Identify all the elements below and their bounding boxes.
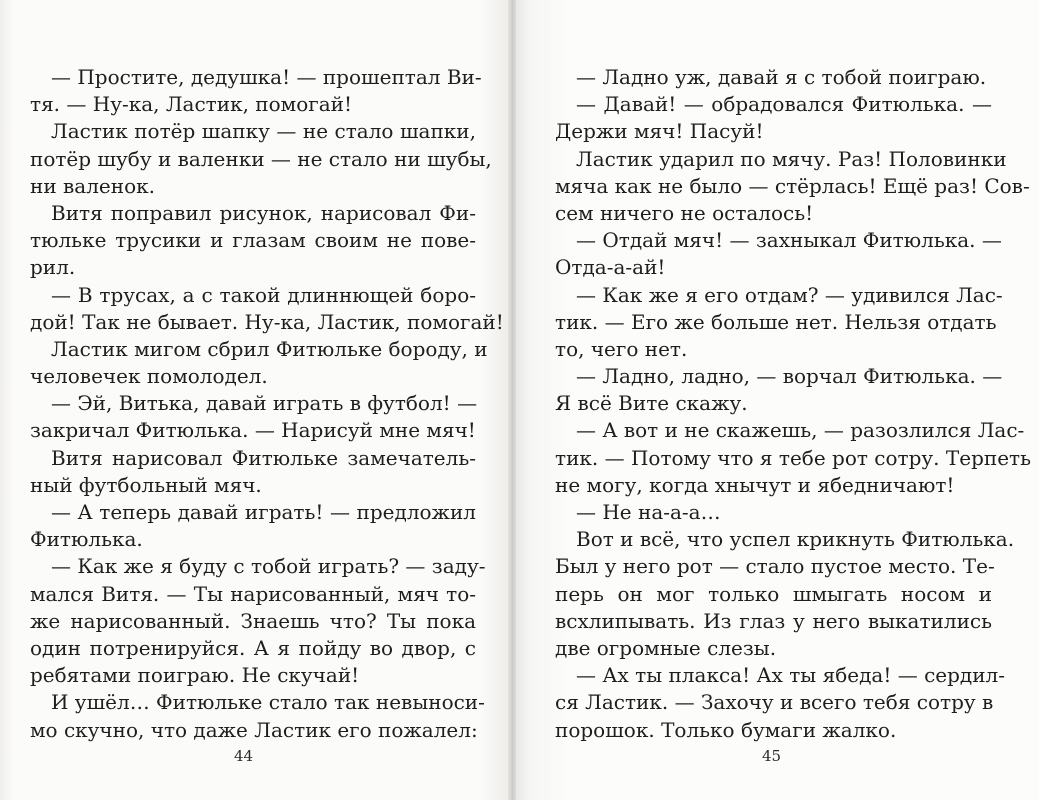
text-line: дой! Так не бывает. Ну-ка, Ластик, помогай! <box>30 309 504 334</box>
text-line: тик. — Его же больше нет. Нельзя отдать <box>555 309 997 334</box>
text-line: потёр шубу и валенки — не стало ни шубы, <box>30 146 492 171</box>
text-line: — Простите, дедушка! — прошептал Ви- <box>51 65 482 89</box>
text-line: ный футбольный мяч. <box>30 472 262 497</box>
text-line: — А теперь давай играть! — предложил <box>51 500 476 524</box>
page-number-left: 44 <box>234 747 254 765</box>
text-line: всхлипывать. Из глаз у него выкатились <box>555 608 992 633</box>
text-line: — Ах ты плакса! Ах ты ябеда! — сердил- <box>576 663 1006 688</box>
text-line: рил. <box>30 255 76 280</box>
text-line: перь он мог только шмыгать носом и <box>555 581 992 606</box>
text-line: Ластик мигом сбрил Фитюльке бороду, и <box>51 336 488 361</box>
text-line: Я всё Вите скажу. <box>555 391 748 416</box>
text-line: И ушёл… Фитюльке стало так невыноси- <box>51 690 485 715</box>
text-line: Отда-а-ай! <box>555 255 666 280</box>
text-line: сем ничего не осталось! <box>555 200 814 225</box>
text-line: Фитюлька. <box>30 527 143 552</box>
text-line: две огромные слезы. <box>555 635 777 660</box>
text-line: — А вот и не скажешь, — разозлился Лас- <box>576 418 1025 443</box>
text-line: мался Витя. — Ты нарисованный, мяч то- <box>30 581 476 606</box>
right-page-text <box>555 64 1031 744</box>
text-line: не могу, когда хнычут и ябедничают! <box>555 472 955 497</box>
text-line: человечек помолодел. <box>30 364 268 389</box>
text-line: Вот и всё, что успел крикнуть Фитюлька. <box>576 527 1015 552</box>
text-line: один потренируйся. А я пойду во двор, с <box>30 635 476 660</box>
text-line: мо скучно, что даже Ластик его пожалел: <box>30 717 478 742</box>
text-line: тик. — Потому что я тебе рот сотру. Терпеть <box>555 445 1031 470</box>
page-number-right: 45 <box>762 747 782 765</box>
text-line: — Ладно, ладно, — ворчал Фитюлька. — <box>576 364 1003 389</box>
text-line: Был у него рот — стало пустое место. Те- <box>555 554 995 579</box>
book-gutter <box>508 0 516 800</box>
text-line: Ластик ударил по мячу. Раз! Половинки <box>576 146 1007 171</box>
text-line: мяча как не было — стёрлась! Ещё раз! Сов- <box>555 173 1030 198</box>
text-line: ребятами поиграю. Не скучай! <box>30 663 360 688</box>
text-line: то, чего нет. <box>555 336 688 361</box>
text-line: — В трусах, а с такой длиннющей боро- <box>51 282 476 307</box>
text-line: Витя поправил рисунок, нарисовал Фи- <box>51 200 476 225</box>
text-line: — Отдай мяч! — захныкал Фитюлька. — <box>576 228 1002 253</box>
text-line: Держи мяч! Пасуй! <box>555 119 764 144</box>
text-line: — Эй, Витька, давай играть в футбол! — <box>51 391 478 416</box>
text-line: — Как же я его отдам? — удивился Лас- <box>576 282 1003 307</box>
text-line: — Ладно уж, давай я с тобой поиграю. <box>576 65 987 89</box>
text-line: Ластик потёр шапку — не стало шапки, <box>51 119 476 144</box>
text-line: ни валенок. <box>30 173 155 198</box>
text-line: — Как же я буду с тобой играть? — заду- <box>51 554 486 579</box>
text-line: — Не на-а-а… <box>576 500 721 524</box>
text-line: же нарисованный. Знаешь что? Ты пока <box>30 608 476 633</box>
left-page-text <box>30 64 504 744</box>
text-line: ся Ластик. — Захочу и всего тебя сотру в <box>555 690 994 715</box>
text-line: Витя нарисовал Фитюльке замечатель- <box>51 445 476 470</box>
text-line: тя. — Ну-ка, Ластик, помогай! <box>30 92 353 117</box>
text-line: тюльке трусики и глазам своим не пове- <box>30 228 476 253</box>
text-line: закричал Фитюлька. — Нарисуй мне мяч! <box>30 418 476 443</box>
text-line: порошок. Только бумаги жалко. <box>555 717 897 742</box>
text-line: — Давай! — обрадовался Фитюлька. — <box>576 92 992 117</box>
